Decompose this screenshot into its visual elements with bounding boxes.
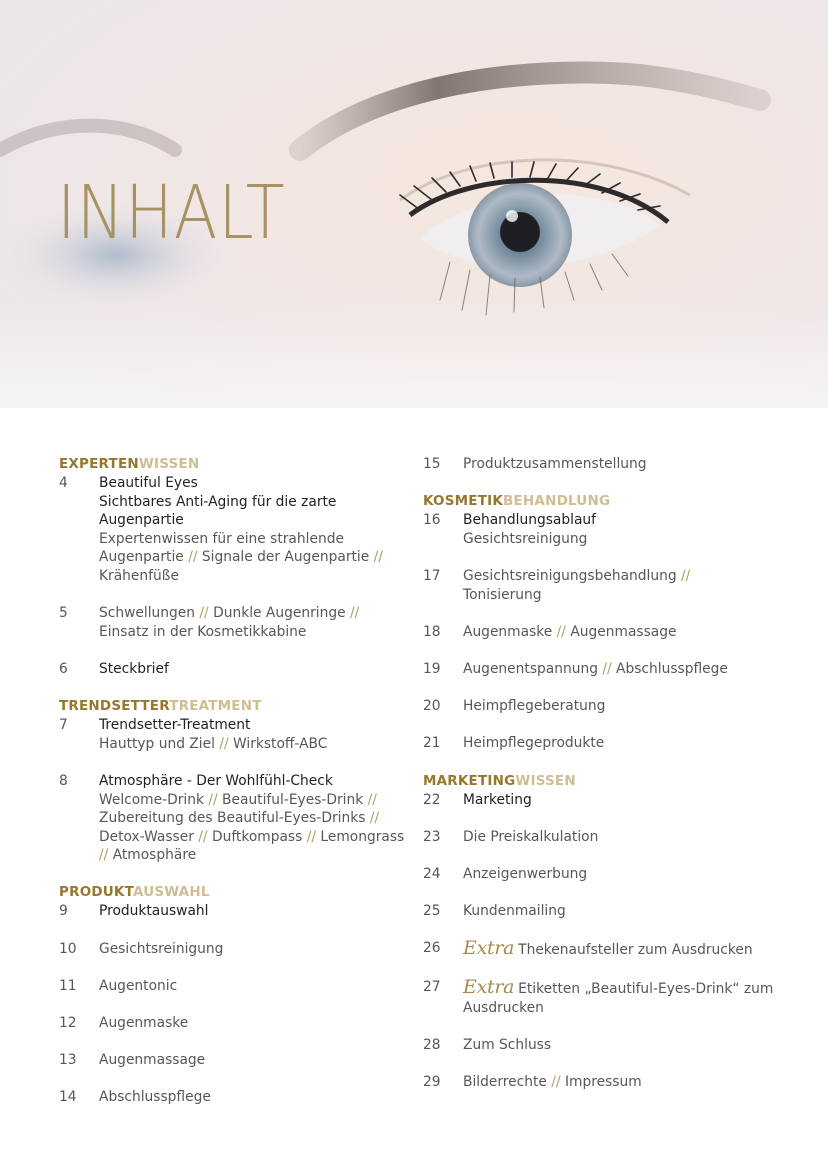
entry-topics: Welcome-Drink // Beautiful-Eyes-Drink // Zubereitung des Beautiful-Eyes-Drinks // Detox-Wasser // Duftkompass // Lemongrass // Atmosphäre <box>99 791 405 864</box>
toc-entry-17[interactable] <box>423 567 803 604</box>
toc-entry-14[interactable] <box>59 1088 409 1107</box>
section-heading-trendsettertreatment: TRENDSETTERTREATMENT <box>59 698 262 715</box>
toc-entry-15[interactable] <box>423 455 803 474</box>
entry-topics: Hauttyp und Ziel // Wirkstoff-ABC <box>99 735 328 752</box>
page-number: 14 <box>59 1089 77 1106</box>
page-number: 20 <box>423 698 441 715</box>
entry-title: Steckbrief <box>99 660 169 677</box>
page-number: 29 <box>423 1074 441 1091</box>
toc-entry-22[interactable] <box>423 791 803 810</box>
toc-entry-6[interactable] <box>59 660 409 679</box>
toc-entry-10[interactable] <box>59 940 409 959</box>
hero-fade <box>0 300 828 408</box>
entry-title: Marketing <box>463 791 532 808</box>
page-number: 13 <box>59 1052 77 1069</box>
section-heading-marketingwissen: MARKETINGWISSEN <box>423 772 576 789</box>
toc-entry-9[interactable] <box>59 902 409 921</box>
page-number: 15 <box>423 456 441 472</box>
entry-title: Zum Schluss <box>463 1037 552 1054</box>
page-number: 4 <box>59 475 68 491</box>
toc-entry-29[interactable] <box>423 1073 803 1092</box>
page-number: 25 <box>423 903 441 920</box>
entry-title: Extra Etiketten „Beautiful-Eyes-Drink“ zum Ausdrucken <box>463 976 774 1017</box>
toc-entry-5[interactable] <box>59 604 409 641</box>
page-number: 23 <box>423 828 441 845</box>
entry-topics: Augenmaske // Augenmassage <box>463 623 677 640</box>
extra-script-label: Extra <box>463 937 515 960</box>
page-number: 7 <box>59 717 68 734</box>
entry-topics: Augenentspannung // Abschlusspflege <box>463 660 728 677</box>
page-number: 9 <box>59 903 68 920</box>
page-number: 8 <box>59 772 68 789</box>
page-number: 21 <box>423 735 441 752</box>
toc-entry-13[interactable] <box>59 1051 409 1070</box>
toc-entry-25[interactable] <box>423 902 803 921</box>
page-number: 26 <box>423 940 441 957</box>
entry-topics: Gesichtsreinigungsbehandlung // Tonisierung <box>463 567 691 603</box>
page-number: 17 <box>423 567 441 584</box>
entry-title: Extra Thekenaufsteller zum Ausdrucken <box>463 937 753 960</box>
page-number: 27 <box>423 979 441 996</box>
toc-entry-7[interactable] <box>59 716 409 753</box>
entry-title: Trendsetter-Treatment <box>99 717 251 734</box>
entry-title: Augenmaske <box>99 1015 189 1032</box>
entry-topics: Schwellungen // Dunkle Augenringe // Einsatz in der Kosmetikkabine <box>99 605 360 640</box>
extra-script-label: Extra <box>463 976 515 999</box>
entry-title: Atmosphäre - Der Wohlfühl-Check <box>99 772 333 789</box>
page-number: 6 <box>59 660 68 677</box>
toc-entry-20[interactable] <box>423 697 803 716</box>
toc-entry-19[interactable] <box>423 660 803 679</box>
toc-entry-8[interactable] <box>59 772 409 865</box>
entry-title: Die Preiskalkulation <box>463 828 599 845</box>
entry-topics: Bilderrechte // Impressum <box>463 1074 642 1091</box>
entry-title: Heimpflegeprodukte <box>463 735 605 752</box>
page-title: INHALT <box>57 170 286 256</box>
entry-title: Gesichtsreinigung <box>99 940 224 957</box>
entry-title: Anzeigenwerbung <box>463 865 588 882</box>
toc-right-column <box>423 455 803 1111</box>
entry-title: Kundenmailing <box>463 903 566 920</box>
entry-title: Produktauswahl <box>99 903 209 920</box>
entry-topics: Gesichtsreinigung <box>463 530 588 547</box>
entry-title: Augentonic <box>99 977 178 994</box>
page-number: 24 <box>423 865 441 882</box>
page-number: 28 <box>423 1037 441 1054</box>
toc-entry-23[interactable] <box>423 828 803 847</box>
entry-title: Produktzusammenstellung <box>463 456 647 472</box>
page-number: 5 <box>59 605 68 622</box>
toc-entry-26[interactable] <box>423 939 803 960</box>
page-number: 10 <box>59 940 77 957</box>
section-heading-produktauswahl: PRODUKTAUSWAHL <box>59 884 210 901</box>
toc-entry-4[interactable] <box>59 474 409 586</box>
toc-entry-12[interactable] <box>59 1014 409 1033</box>
entry-title: Abschlusspflege <box>99 1089 211 1106</box>
toc-entry-24[interactable] <box>423 865 803 884</box>
hero-eye-image <box>0 0 828 408</box>
section-heading-expertenwissen: EXPERTENWISSEN <box>59 456 200 472</box>
page-number: 19 <box>423 660 441 677</box>
section-heading-kosmetikbehandlung: KOSMETIKBEHANDLUNG <box>423 493 611 510</box>
entry-topics: Expertenwissen für eine strahlende Augenpartie // Signale der Augenpartie // Krähenfüße <box>99 530 383 584</box>
entry-title: Behandlungsablauf <box>463 512 597 529</box>
page-number: 12 <box>59 1015 77 1032</box>
page-number: 16 <box>423 512 441 529</box>
entry-subtitle: Sichtbares Anti-Aging für die zarte Augenpartie <box>99 493 337 529</box>
entry-title: Augenmassage <box>99 1052 206 1069</box>
entry-title: Beautiful Eyes <box>99 475 198 491</box>
toc-entry-28[interactable] <box>423 1036 803 1055</box>
page-number: 22 <box>423 791 441 808</box>
toc-entry-21[interactable] <box>423 734 803 753</box>
entry-title: Heimpflegeberatung <box>463 698 606 715</box>
toc-entry-11[interactable] <box>59 977 409 996</box>
toc-entry-16[interactable] <box>423 511 803 548</box>
page-number: 18 <box>423 623 441 640</box>
page-number: 11 <box>59 977 77 994</box>
toc-left-column <box>59 455 409 1126</box>
toc-entry-18[interactable] <box>423 623 803 642</box>
toc-entry-27[interactable] <box>423 978 803 1017</box>
